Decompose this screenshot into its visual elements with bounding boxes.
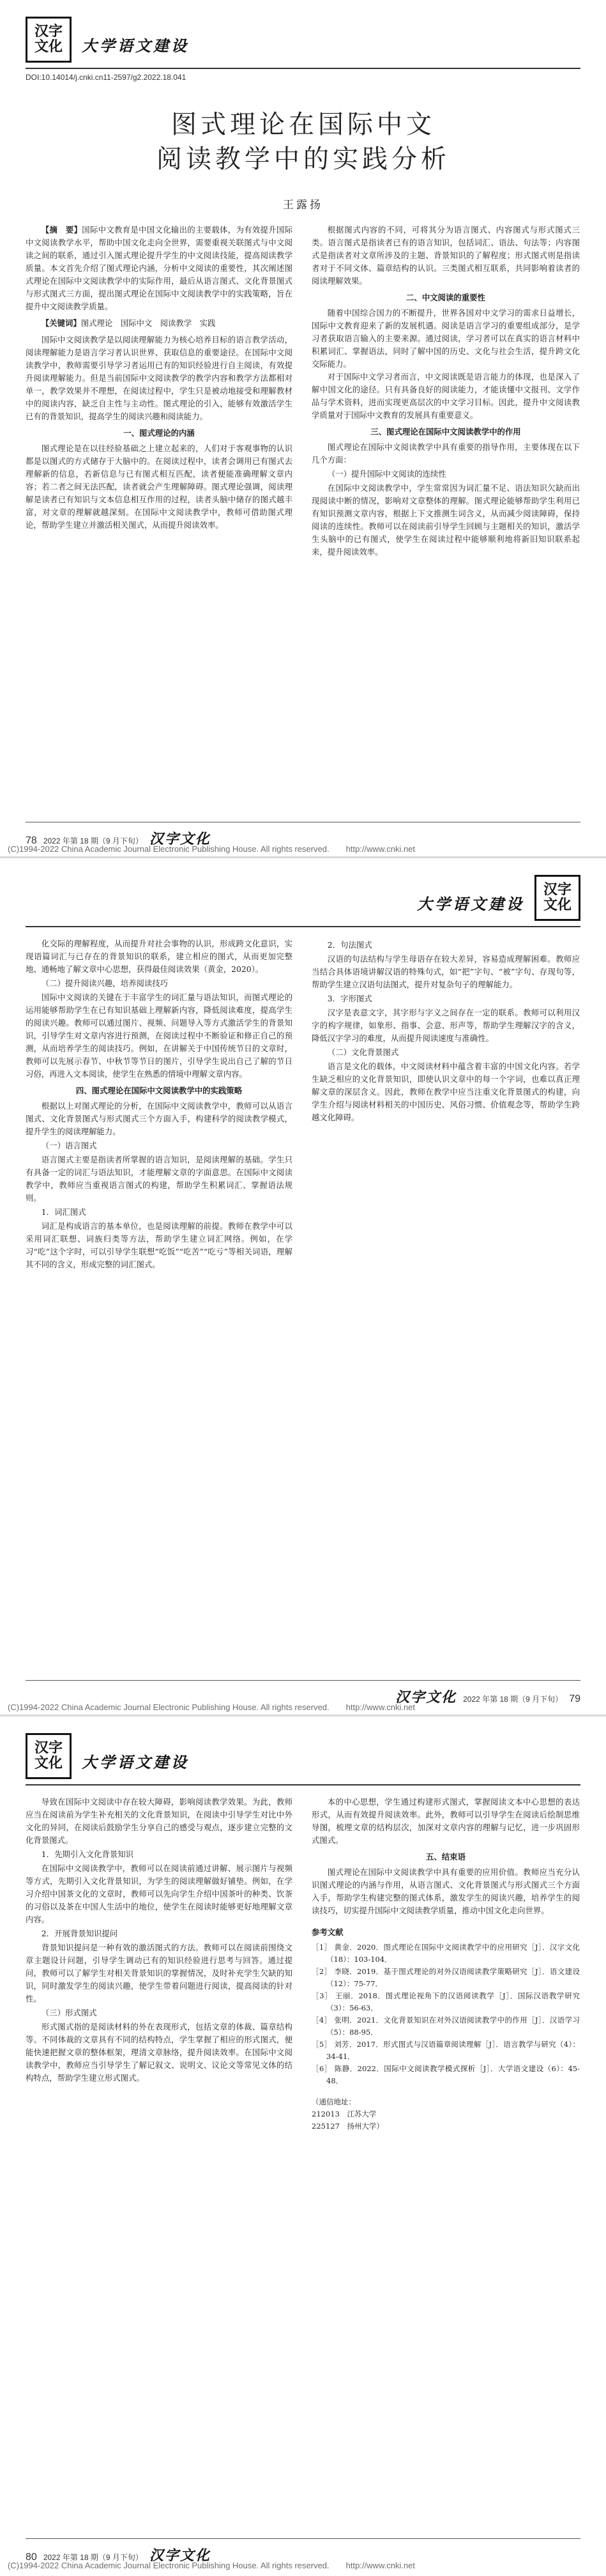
footer-rule [26, 2538, 580, 2539]
journal-logo: 汉字 文化 [534, 875, 580, 921]
paragraph: 语言图式主要是指读者所掌握的语言知识，是阅读理解的基础。学生只有具备一定的词汇与语法知识，才能理解文章的字面意思。在国际中文阅读教学中，教师应当重视语言图式的构建，帮助学生积累词汇、掌握语法规则。 [26, 1155, 292, 1203]
column-right-p3 [312, 1796, 580, 2133]
subsection-heading: 3．字形图式 [327, 994, 372, 1003]
subsection-heading: （一）提升国际中文阅读的连续性 [327, 469, 446, 479]
page-2 [0, 858, 606, 1715]
address-line: 225127 扬州大学） [312, 2122, 384, 2131]
paragraph: 词汇是构成语言的基本单位，也是阅读理解的前提。教师在教学中可以采用词汇联想、词族归类等方法，帮助学生建立词汇网络。例如，在学习“吃”这个字时，可以引导学生联想“吃饭”“吃苦”“吃亏”等相关词语，理解其不同的含义，形成完整的词汇图式。 [26, 1221, 292, 1269]
paragraph: 根据图式内容的不同，可将其分为语言图式、内容图式与形式图式三类。语言图式是指读者已有的语言知识，包括词汇、语法、句法等；内容图式是指读者对文章所涉及的主题、背景知识的了解程度；形式图式则是指读者对于不同文体、篇章结构的认识。三类图式相互联系，共同影响着读者的阅读理解效果。 [312, 225, 580, 286]
magazine-title: 大学语文建设 [82, 1753, 189, 1771]
references-list [312, 1941, 580, 2087]
address-line: 212013 江苏大学 [312, 2109, 377, 2118]
magazine-title: 大学语文建设 [417, 895, 524, 913]
header-rule [26, 68, 580, 69]
section-heading-1: 一、图式理论的内涵 [123, 428, 195, 438]
reference-item: ［4］ 张明．2021．文化背景知识在对外汉语阅读教学中的作用［J］．汉语学习（5）：88-95． [312, 2016, 580, 2037]
page-number: 80 [26, 2552, 37, 2563]
footer-rule [26, 1680, 580, 1681]
journal-header [26, 17, 580, 66]
subsection-heading: 2．开展背景知识提问 [41, 1929, 118, 1938]
paragraph: 根据以上对图式理论的分析，在国际中文阅读教学中，教师可以从语言图式、文化背景图式与形式图式三个方面入手，构建科学的阅读教学模式，提升学生的阅读理解能力。 [26, 1101, 292, 1136]
article-title-line-1: 图式理论在国际中文 [171, 110, 436, 139]
page-number: 78 [26, 835, 37, 846]
column-left-p1 [26, 224, 292, 532]
column-left-p3 [26, 1796, 292, 2085]
article-title-line-2: 阅读教学中的实践分析 [156, 144, 450, 173]
reference-item: ［2］ 李晓．2019．基于图式理论的对外汉语阅读教学策略研究［J］．语文建设（12）：75-77． [312, 1967, 580, 1988]
paragraph: 汉字是表意文字，其字形与字义之间存在一定的联系。教师可以利用汉字的构字规律，如象形、指事、会意、形声等，帮助学生理解汉字的含义，降低汉字学习的难度，从而提升阅读速度与准确性。 [312, 1008, 580, 1043]
column-right-p1 [312, 224, 580, 559]
page-footer [395, 1686, 580, 1706]
address-heading: （通信地址： [312, 2097, 356, 2106]
paragraph: 在国际中文阅读教学中，学生常常因为词汇量不足、语法知识欠缺而出现阅读中断的情况，影响对文章整体的理解。图式理论能够帮助学生利用已有知识预测文章内容，根据上下文推测生词含义，从而减少阅读障碍，保持阅读的连续性。教师可以在阅读前引导学生回顾与主题相关的知识，激活学生头脑中的已有图式，使学生在阅读过程中能够顺利地将新旧知识联系起来，提升阅读效率。 [312, 483, 580, 557]
mailing-address [312, 2096, 580, 2133]
keywords: 【关键词】图式理论 国际中文 阅读教学 实践 [41, 318, 216, 328]
paragraph: 导致在国际中文阅读中存在较大障碍，影响阅读教学效果。为此，教师应当在阅读前为学生补充相关的文化背景知识，在阅读中引导学生对比中外文化的异同，在阅读后鼓励学生分享自己的感受与观点，逐步建立完整的文化背景图式。 [26, 1797, 292, 1845]
section-heading-2: 二、中文阅读的重要性 [406, 293, 485, 302]
reference-item: ［5］ 刘芳．2017．形式图式与汉语篇章阅读理解［J］．语言教学与研究（4）：34-41． [312, 2040, 580, 2061]
paragraph: 汉语的句法结构与学生母语存在较大差异，容易造成理解困难。教师应当结合具体语境讲解汉语的特殊句式，如“把”字句、“被”字句、存现句等，帮助学生建立汉语句法图式，提升对复杂句子的理解能力。 [312, 954, 580, 989]
subsection-heading: （二）文化背景图式 [327, 1047, 399, 1057]
page-1 [0, 0, 606, 856]
paragraph: 国际中文阅读的关键在于丰富学生的词汇量与语法知识，而图式理论的运用能够帮助学生在已有知识基础上理解新内容，降低阅读难度，提高学生的阅读兴趣。教师可以通过图片、视频、问题导入等方式激活学生的背景知识，引导学生对文章内容进行预测，在阅读过程中不断验证和修正自己的预测，从而培养学生的阅读技巧。例如，在讲解关于中国传统节日的文章时，教师可以先展示春节、中秋节等节日的图片，引导学生说出自己了解的节日习俗，再进入文本阅读，使学生在熟悉的情境中理解文章内容。 [26, 992, 292, 1079]
section-heading-5: 五、结束语 [426, 1852, 466, 1862]
subsection-heading: （一）语言图式 [41, 1141, 97, 1150]
author: 王露扬 [283, 199, 323, 212]
subsection-heading: （三）形式图式 [41, 2008, 97, 2017]
paragraph: 对于国际中文学习者而言，中文阅读既是语言能力的体现，也是深入了解中国文化的途径。只有具备良好的阅读能力，才能读懂中文报刊、文学作品与学术资料，进而实现更高层次的中文学习目标。因此，提升中文阅读教学质量对于国际中文教育的发展具有重要意义。 [312, 372, 580, 420]
paragraph: 随着中国综合国力的不断提升，世界各国对中文学习的需求日益增长，国际中文教育迎来了新的发展机遇。阅读是语言学习的重要组成部分，是学习者获取语言输入的主要来源。通过阅读，学习者可以在真实的语言材料中积累词汇、掌握语法，同时了解中国的历史、文化与社会生活，提升跨文化交际能力。 [312, 308, 580, 369]
page-3 [0, 1716, 606, 2576]
paragraph: 图式理论是在以往经验基础之上建立起来的，人们对于客观事物的认识都是以图式的方式储存于大脑中的。在阅读过程中，读者会调用已有图式去理解新的信息，若新信息与已有图式相互匹配，读者便能准确理解文章内容；若二者之间无法匹配，读者就会产生理解障碍。图式理论强调，阅读理解是读者已有知识与文本信息相互作用的过程，读者头脑中储存的图式越丰富，对文章的理解就越深刻。在国际中文阅读教学中，教师可借助图式理论，帮助学生建立并激活相关图式，从而提升阅读效率。 [26, 443, 292, 530]
footer-magazine-name: 汉字文化 [395, 1689, 457, 1706]
journal-logo: 汉字 文化 [26, 1733, 72, 1779]
footer-magazine-name: 汉字文化 [149, 2547, 211, 2564]
copyright-line: (C)1994-2022 China Academic Journal Electronic Publishing House. All rights reserved. http://www.cnki.net [8, 844, 416, 854]
subsection-heading: 2．句法图式 [327, 940, 372, 950]
journal-header [26, 1733, 580, 1783]
paragraph: 图式理论在国际中文阅读教学中具有重要的应用价值。教师应当充分认识图式理论的内涵与作用，从语言图式、文化背景图式与形式图式三个方面入手，帮助学生构建完整的图式体系，激发学生的阅读兴趣，培养学生的阅读技巧，切实提升国际中文阅读教学质量，推动中国文化走向世界。 [312, 1867, 580, 1915]
journal-logo: 汉字 文化 [26, 17, 72, 63]
subsection-heading: 1．词汇图式 [41, 1207, 86, 1217]
subsection-heading: 1．先期引入文化背景知识 [41, 1849, 133, 1859]
column-left-p2 [26, 937, 292, 1271]
paragraph: 背景知识提问是一种有效的激活图式的方法。教师可以在阅读前围绕文章主题设计问题，引导学生调动已有的知识经验进行思考与回答。通过提问，教师可以了解学生对相关背景知识的掌握情况，及时补充学生欠缺的知识，同时激发学生的阅读兴趣，使学生带着问题进行阅读，提高阅读的针对性。 [26, 1943, 292, 2003]
reference-item: ［6］ 陈静．2022．国际中文阅读教学模式探析［J］．大学语文建设（6）：45-48． [312, 2064, 580, 2085]
reference-item: ［3］ 王丽．2018．图式理论视角下的汉语阅读教学［J］．国际汉语教学研究（3）：56-63． [312, 1991, 580, 2012]
paragraph: 图式理论在国际中文阅读教学中具有重要的指导作用，主要体现在以下几个方面： [312, 442, 580, 465]
journal-header [26, 875, 580, 925]
issue-info: 2022 年第 18 期（9 月下旬） [463, 1695, 563, 1704]
header-rule [26, 1784, 580, 1785]
paragraph: 语言是文化的载体，中文阅读材料中蕴含着丰富的中国文化内容。若学生缺乏相应的文化背景知识，即使认识文章中的每一个字词，也难以真正理解文章的深层含义。因此，教师在教学中应当注重文化背景图式的构建，向学生介绍与阅读材料相关的中国历史、风俗习惯、价值观念等，帮助学生跨越文化障碍。 [312, 1061, 580, 1122]
doi[interactable]: DOI:10.14014/j.cnki.cn11-2597/g2.2022.18.041 [26, 73, 186, 82]
copyright-line: (C)1994-2022 China Academic Journal Electronic Publishing House. All rights reserved. http://www.cnki.net [8, 2561, 416, 2570]
issue-info: 2022 年第 18 期（9 月下旬） [43, 837, 143, 845]
footer-magazine-name: 汉字文化 [149, 831, 211, 847]
magazine-title: 大学语文建设 [82, 36, 189, 55]
abstract: 【摘 要】国际中文教育是中国文化输出的主要载体，为有效提升国际中文阅读教学水平，帮助中国文化走向全世界，需要重视关联图式与中文阅读之间的联系，通过引入图式理论提升学生的中文阅读技能，提高阅读教学质量。本文首先介绍了图式理论内涵，分析中文阅读的重要性，其次阐述图式理论在国际中文阅读教学中的实际作用，最后从语言图式、文化背景图式与形式图式三方面，提出图式理论在国际中文阅读教学中的实践策略，旨在提升中文阅读教学质量。 [26, 225, 292, 311]
section-heading-3: 三、图式理论在国际中文阅读教学中的作用 [370, 427, 521, 436]
paragraph: 形式图式指的是阅读材料的外在表现形式，包括文章的体裁、篇章结构等。不同体裁的文章具有不同的结构特点，学生掌握了相应的形式图式，便能快速把握文章的整体框架，理清文章脉络，提升阅读效率。在国际中文阅读教学中，教师应当引导学生了解记叙文、说明文、议论文等常见文体的结构特点，帮助学生建立形式图式。 [26, 2022, 292, 2083]
section-heading-4: 四、图式理论在国际中文阅读教学中的实践策略 [75, 1086, 243, 1095]
copyright-line: (C)1994-2022 China Academic Journal Electronic Publishing House. All rights reserved. http://www.cnki.net [8, 1702, 416, 1712]
reference-item: ［1］ 黄金．2020．图式理论在国际中文阅读教学中的应用研究［J］．汉字文化（18）：103-104． [312, 1943, 580, 1964]
paragraph: 化交际的理解程度，从而提升对社会事物的认识，形成跨文化意识，实现语篇词汇与已存在的背景知识的联系，建立相应的图式，从而更加完整地、通畅地了解文章中心思想，获得最佳阅读效果（黄金，2020）。 [26, 939, 292, 974]
intro-paragraph: 国际中文阅读教学是以阅读理解能力为核心培养目标的语言教学活动，阅读理解能力是语言学习者认识世界、获取信息的重要途径。在国际中文阅读教学中，教师需要引导学习者运用已有的知识经验进行自主阅读，有效提升阅读理解能力。但是当前国际中文阅读教学的教学内容和教学方法都相对单一，教学效果并不理想，在阅读过程中，学生只是被动地接受和理解教材中的阅读内容，缺乏自主性与主动性。图式理论的引入，能够有效激活学生已有的背景知识，提高学生的阅读兴趣和阅读能力。 [26, 335, 292, 421]
references-heading: 参考文献 [312, 1927, 344, 1937]
paragraph: 本的中心思想，学生通过构建形式图式，掌握阅读文本中心思想的表达形式，从而有效提升阅读效率。此外，教师可以引导学生在阅读后绘制思维导图，梳理文章的结构层次，加深对文章内容的理解与记忆，进一步巩固形式图式。 [312, 1797, 580, 1845]
page-number: 79 [569, 1693, 580, 1704]
paragraph: 在国际中文阅读教学中，教师可以在阅读前通过讲解、展示图片与视频等方式，先期引入文化背景知识，为学生的阅读理解做好铺垫。例如，在学习介绍中国茶文化的文章时，教师可以先向学生介绍中国茶叶的种类、饮茶的习俗以及茶在中国人生活中的地位，使学生在阅读时能够更好地理解文章内容。 [26, 1863, 292, 1924]
column-right-p2 [312, 937, 580, 1124]
header-rule [26, 926, 580, 927]
issue-info: 2022 年第 18 期（9 月下旬） [43, 2553, 143, 2562]
subsection-heading: （二）提升阅读兴趣，培养阅读技巧 [41, 978, 169, 988]
